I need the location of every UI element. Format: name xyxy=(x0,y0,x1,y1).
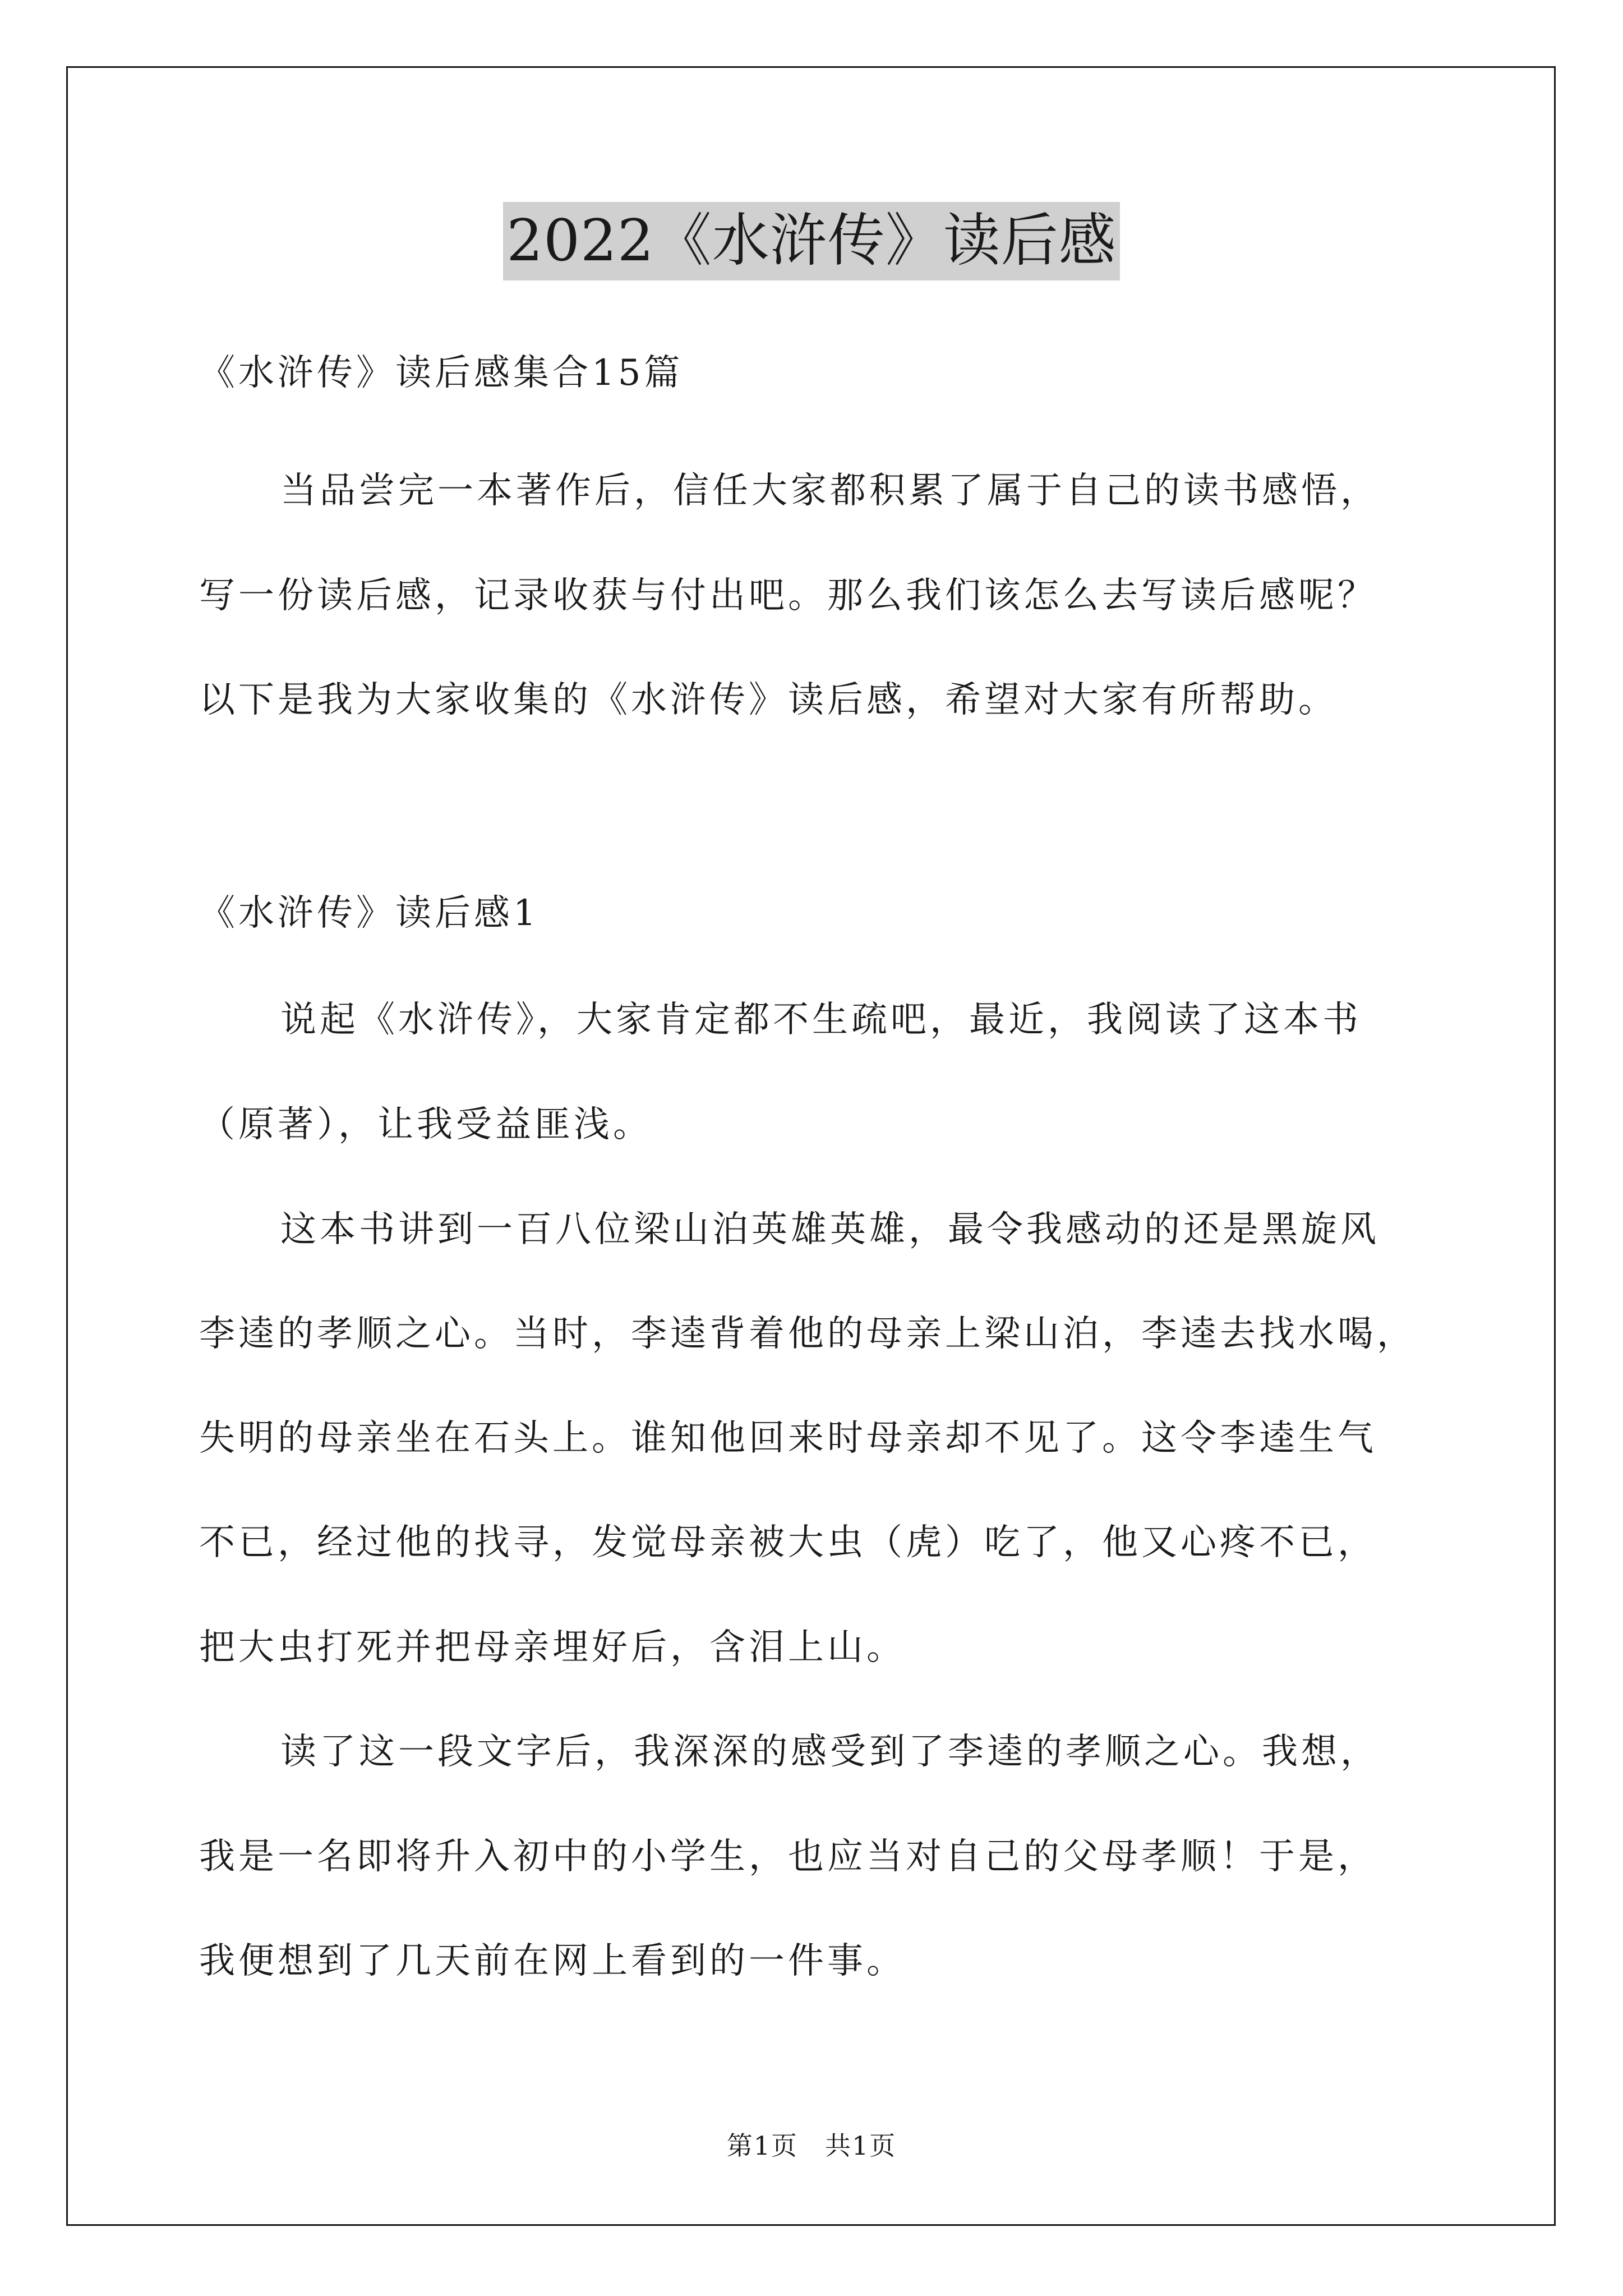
page-footer: 第1页 共1页 xyxy=(726,2131,897,2161)
para2-line-4: 不已，经过他的找寻，发觉母亲被大虫（虎）吃了，他又心疼不已， xyxy=(199,1522,1377,1563)
para3-line-3: 我便想到了几天前在网上看到的一件事。 xyxy=(199,1940,906,1982)
title-container xyxy=(0,202,1623,280)
para2-line-5: 把大虫打死并把母亲埋好后，含泪上山。 xyxy=(199,1627,906,1668)
para1-line-2: （原著），让我受益匪浅。 xyxy=(199,1104,652,1145)
document-title: 2022《水浒传》读后感 xyxy=(503,202,1120,280)
intro-line-2: 写一份读后感，记录收获与付出吧。那么我们该怎么去写读后感呢？ xyxy=(199,575,1377,616)
para2-line-2: 李逵的孝顺之心。当时，李逵背着他的母亲上梁山泊，李逵去找水喝， xyxy=(199,1313,1416,1355)
para3-line-1: 读了这一段文字后，我深深的感受到了李逵的孝顺之心。我想， xyxy=(280,1731,1380,1773)
para1-line-1: 说起《水浒传》，大家肯定都不生疏吧，最近，我阅读了这本书 xyxy=(280,999,1362,1041)
intro-line-1: 当品尝完一本著作后，信任大家都积累了属于自己的读书感悟， xyxy=(280,470,1380,512)
para3-line-2: 我是一名即将升入初中的小学生，也应当对自己的父母孝顺！于是， xyxy=(199,1836,1377,1878)
para2-line-1: 这本书讲到一百八位梁山泊英雄英雄，最令我感动的还是黑旋风 xyxy=(280,1209,1380,1250)
document-subtitle: 《水浒传》读后感集合15篇 xyxy=(199,352,684,394)
para2-line-3: 失明的母亲坐在石头上。谁知他回来时母亲却不见了。这令李逵生气 xyxy=(199,1418,1377,1459)
intro-line-3: 以下是我为大家收集的《水浒传》读后感，希望对大家有所帮助。 xyxy=(199,679,1338,721)
section-heading: 《水浒传》读后感1 xyxy=(199,892,540,934)
